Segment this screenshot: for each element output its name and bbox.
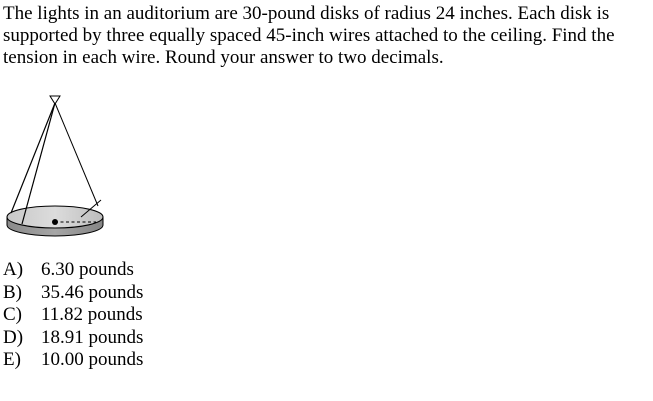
choice-d[interactable] [3, 327, 143, 350]
choice-letter: E) [3, 349, 21, 370]
choice-letter: B) [3, 281, 22, 303]
choice-e[interactable] [3, 349, 143, 372]
choice-text: 35.46 pounds [41, 281, 144, 303]
choice-text: 18.91 pounds [41, 326, 144, 348]
choice-c[interactable] [3, 304, 143, 327]
choice-b[interactable] [3, 282, 143, 305]
question-text: The lights in an auditorium are 30-pound disks of radius 24 inches. Each disk is supported by three equally spaced 45-inch wires attached to the ceiling. Find the tension in each wire. Round your answer to two decimals. [3, 3, 615, 68]
choice-a[interactable] [3, 259, 143, 282]
choice-letter: A) [3, 259, 24, 280]
choice-letter: C) [3, 304, 22, 325]
answer-choices [3, 259, 143, 372]
disk-suspended-by-three-wires-icon [4, 92, 110, 252]
choice-text: 6.30 pounds [41, 259, 134, 280]
choice-letter: D) [3, 326, 24, 348]
choice-text: 11.82 pounds [41, 304, 143, 325]
choice-text: 10.00 pounds [41, 349, 144, 370]
